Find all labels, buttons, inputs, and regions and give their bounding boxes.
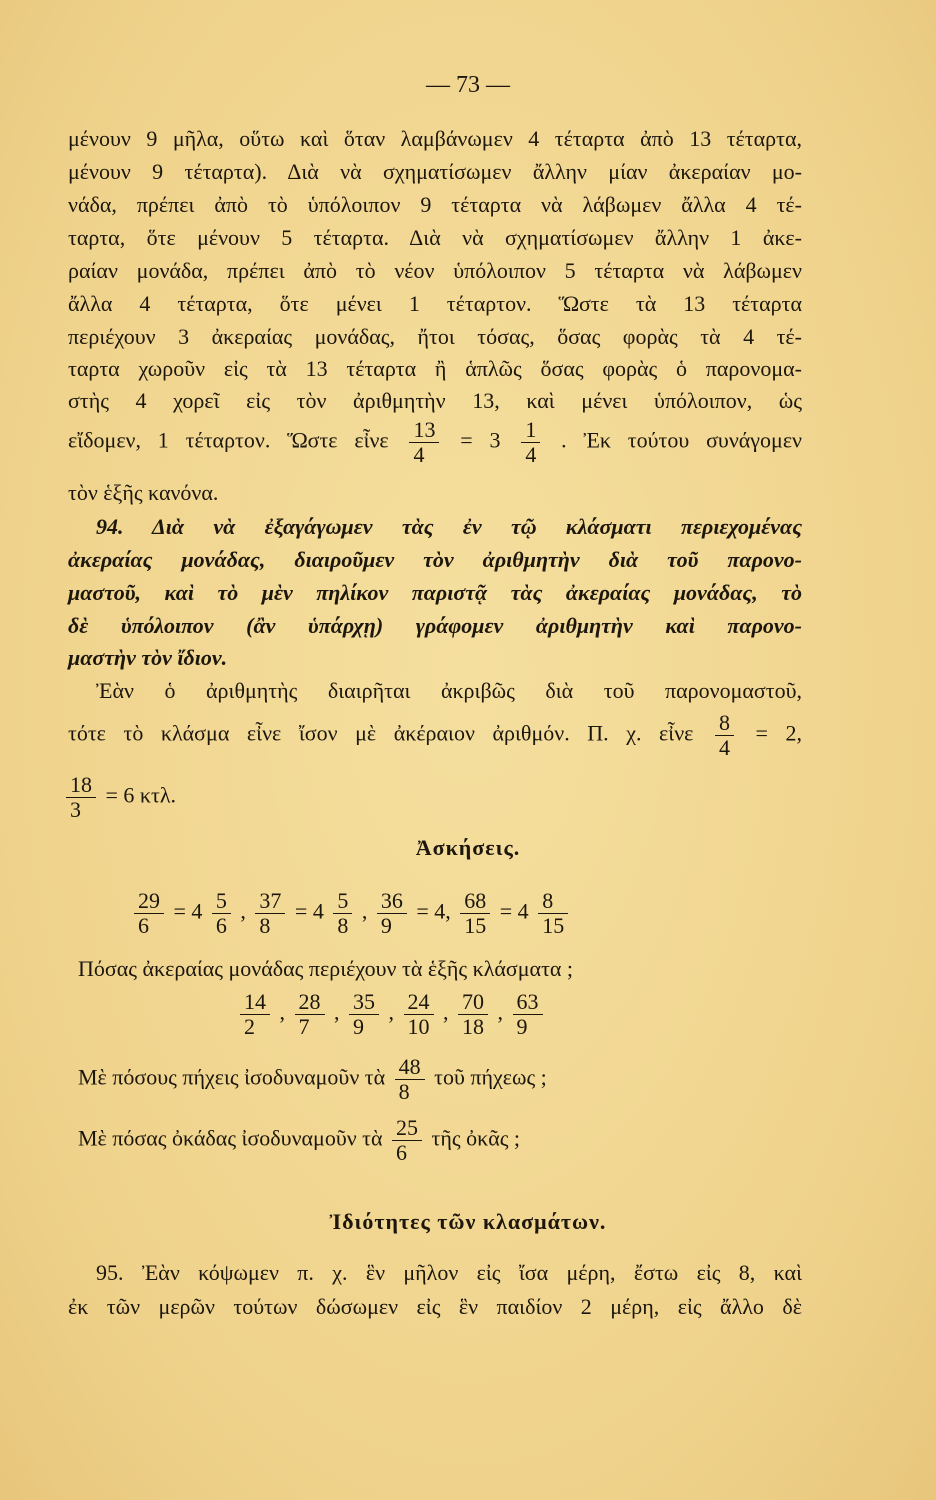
text-run: Μὲ πόσας ὀκάδας ἰσοδυναμοῦν τὰ (78, 1125, 383, 1151)
text-line (68, 225, 802, 251)
denominator: 8 (333, 913, 352, 938)
text-line-with-fractions (68, 418, 802, 467)
text-run: τότε τὸ κλάσμα εἶνε ἴσον μὲ ἀκέραιον ἀριθμόν. Π. χ. εἶνε (68, 720, 694, 746)
text-run: δὲ ὑπόλοιπον (ἂν ὑπάρχῃ) γράφομεν ἀριθμητὴν καὶ παρονο- (68, 613, 802, 638)
text-run: Πόσας ἀκεραίας μονάδας περιέχουν τὰ ἑξῆς κλάσματα ; (78, 956, 574, 981)
fraction (295, 990, 325, 1039)
text-run: Ἐὰν ὁ ἀριθμητὴς διαιρῆται ἀκριβῶς διὰ τοῦ παρονομαστοῦ, (96, 678, 802, 703)
numerator: 29 (138, 888, 160, 913)
fraction (513, 990, 543, 1039)
exercises-heading: Ἀσκήσεις. (415, 835, 521, 860)
text-line (68, 192, 802, 218)
text-run: = 4 (499, 898, 529, 924)
denominator: 7 (295, 1014, 325, 1039)
fraction (377, 889, 407, 938)
text-run: , (388, 999, 394, 1025)
text-run: ταρτα χωροῦν εἰς τὰ 13 τέταρτα ἢ ἁπλῶς ὅσας φορὰς ὁ παρονομα- (68, 356, 802, 381)
denominator: 3 (66, 797, 96, 822)
text-run: τοῦ πήχεως ; (434, 1064, 547, 1090)
numerator: 8 (718, 710, 730, 735)
text-line (96, 678, 802, 704)
text-run: = 4 (294, 898, 324, 924)
denominator: 6 (392, 1140, 422, 1165)
fraction (349, 990, 379, 1039)
numerator: 5 (337, 888, 349, 913)
denominator: 18 (458, 1014, 488, 1039)
text-line (68, 258, 802, 284)
text-run: = 6 κτλ. (105, 782, 177, 808)
numerator: 35 (353, 989, 375, 1014)
numerator: 63 (516, 989, 539, 1014)
text-run: ταρτα, ὅτε μένουν 5 τέταρτα. Διὰ νὰ σχηματίσωμεν ἄλλην 1 ἀκε- (68, 225, 802, 250)
fraction (255, 889, 285, 938)
text-run: Μὲ πόσους πήχεις ἰσοδυναμοῦν τὰ (78, 1064, 386, 1090)
text-line (96, 1260, 802, 1286)
fraction (715, 711, 734, 760)
text-run: ἐκ τῶν μερῶν τούτων δώσωμεν εἰς ἓν παιδίον 2 μέρη, εἰς ἄλλο δὲ (68, 1294, 802, 1319)
denominator: 9 (513, 1014, 543, 1039)
fraction (240, 990, 270, 1039)
numerator: 37 (259, 888, 282, 913)
text-line (68, 324, 802, 350)
fraction (66, 773, 96, 822)
denominator: 2 (240, 1014, 270, 1039)
text-run: τῆς ὀκᾶς ; (431, 1125, 521, 1151)
text-run: εἴδομεν, 1 τέταρτον. Ὥστε εἶνε (68, 427, 389, 453)
denominator: 6 (134, 913, 164, 938)
text-line-with-fractions (68, 711, 802, 760)
text-run: = 3 (460, 427, 501, 453)
numerator: 48 (398, 1054, 421, 1079)
numerator: 8 (542, 888, 554, 913)
text-line (68, 388, 802, 414)
numerator: 68 (464, 888, 487, 913)
text-run: 95. Ἐὰν κόψωμεν π. χ. ἓν μῆλον εἰς ἴσα μέρη, ἔστω εἰς 8, καὶ (96, 1260, 802, 1285)
fraction (521, 418, 540, 467)
numerator: 70 (462, 989, 484, 1014)
text-run: μαστὴν τὸν ἴδιον. (68, 645, 228, 670)
text-run: στὴς 4 χορεῖ εἰς τὸν ἀριθμητὴν 13, καὶ μένει ὑπόλοιπον, ὡς (68, 388, 802, 413)
text-line (68, 159, 802, 185)
page-number: — 73 — (426, 72, 510, 98)
text-line-with-fractions (62, 773, 796, 822)
fraction (134, 889, 164, 938)
text-run: μένουν 9 μῆλα, οὕτω καὶ ὅταν λαμβάνωμεν 4 τέταρτα ἀπὸ 13 τέταρτα, (68, 126, 802, 151)
fraction (212, 889, 231, 938)
denominator: 4 (715, 735, 734, 760)
numerator: 5 (215, 888, 227, 913)
text-run: , (361, 898, 368, 924)
text-line (68, 291, 802, 317)
text-run: τὸν ἑξῆς κανόνα. (68, 480, 219, 505)
text-run: , (497, 999, 503, 1025)
exercise-fractions-row (236, 990, 936, 1039)
denominator: 4 (521, 442, 540, 467)
numerator: 13 (413, 417, 436, 442)
numerator: 25 (396, 1115, 419, 1140)
text-run: μαστοῦ, καὶ τὸ μὲν πηλίκον παριστᾷ τὰς ἀκεραίας μονάδας, τὸ (68, 580, 802, 605)
properties-heading: Ἰδιότητες τῶν κλασμάτων. (329, 1209, 607, 1234)
text-run: , (240, 898, 246, 924)
fraction (333, 889, 352, 938)
text-line (68, 356, 802, 382)
fraction (404, 990, 434, 1039)
rule-94-line (96, 514, 802, 540)
denominator: 10 (404, 1014, 434, 1039)
numerator: 14 (244, 989, 266, 1014)
text-run: = 2, (755, 720, 803, 746)
text-run: , (279, 999, 285, 1025)
rule-94-line (68, 547, 802, 573)
numerator: 1 (525, 417, 537, 442)
text-run: , (443, 999, 449, 1025)
rule-94-line (68, 580, 802, 606)
denominator: 8 (255, 913, 285, 938)
fraction (458, 990, 488, 1039)
text-run: περιέχουν 3 ἀκεραίας μονάδας, ἤτοι τόσας, ὅσας φορὰς τὰ 4 τέ- (68, 324, 802, 349)
numerator: 18 (70, 772, 92, 797)
fraction (409, 418, 439, 467)
denominator: 6 (212, 913, 231, 938)
denominator: 15 (538, 913, 568, 938)
rule-94-line (68, 613, 802, 639)
fraction (392, 1116, 422, 1165)
text-run: ἄλλα 4 τέταρτα, ὅτε μένει 1 τέταρτον. Ὥστε τὰ 13 τέταρτα (68, 291, 802, 316)
text-run: νάδα, πρέπει ἀπὸ τὸ ὑπόλοιπον 9 τέταρτα νὰ λάβωμεν ἄλλα 4 τέ- (68, 192, 802, 217)
fraction (460, 889, 490, 938)
text-line (68, 1294, 802, 1320)
exercise-question (78, 956, 812, 982)
text-run: ραίαν μονάδα, πρέπει ἀπὸ τὸ νέον ὑπόλοιπον 5 τέταρτα νὰ λάβωμεν (68, 258, 802, 283)
text-run: ἀκεραίας μονάδας, διαιροῦμεν τὸν ἀριθμητὴν διὰ τοῦ παρονο- (68, 547, 802, 572)
text-run: = 4, (416, 898, 451, 924)
fraction (395, 1055, 425, 1104)
denominator: 8 (395, 1079, 425, 1104)
text-run: μένουν 9 τέταρτα). Διὰ νὰ σχηματίσωμεν ἄλλην μίαν ἀκεραίαν μο- (68, 159, 802, 184)
text-run: . Ἐκ τούτου συνάγομεν (561, 427, 803, 453)
exercise-question (78, 1055, 812, 1104)
fraction (538, 889, 568, 938)
exercise-question (78, 1116, 812, 1165)
text-run: 94. Διὰ νὰ ἐξαγάγωμεν τὰς ἐν τῷ κλάσματι περιεχομένας (96, 514, 802, 539)
denominator: 9 (349, 1014, 379, 1039)
denominator: 15 (460, 913, 490, 938)
text-line (68, 126, 802, 152)
numerator: 28 (298, 989, 321, 1014)
text-run: , (334, 999, 340, 1025)
text-line (68, 480, 802, 506)
denominator: 4 (409, 442, 439, 467)
text-run: = 4 (173, 898, 203, 924)
numerator: 36 (380, 888, 403, 913)
rule-94-line (68, 645, 802, 671)
denominator: 9 (377, 913, 407, 938)
exercise-fractions-row (130, 889, 864, 938)
numerator: 24 (407, 989, 430, 1014)
